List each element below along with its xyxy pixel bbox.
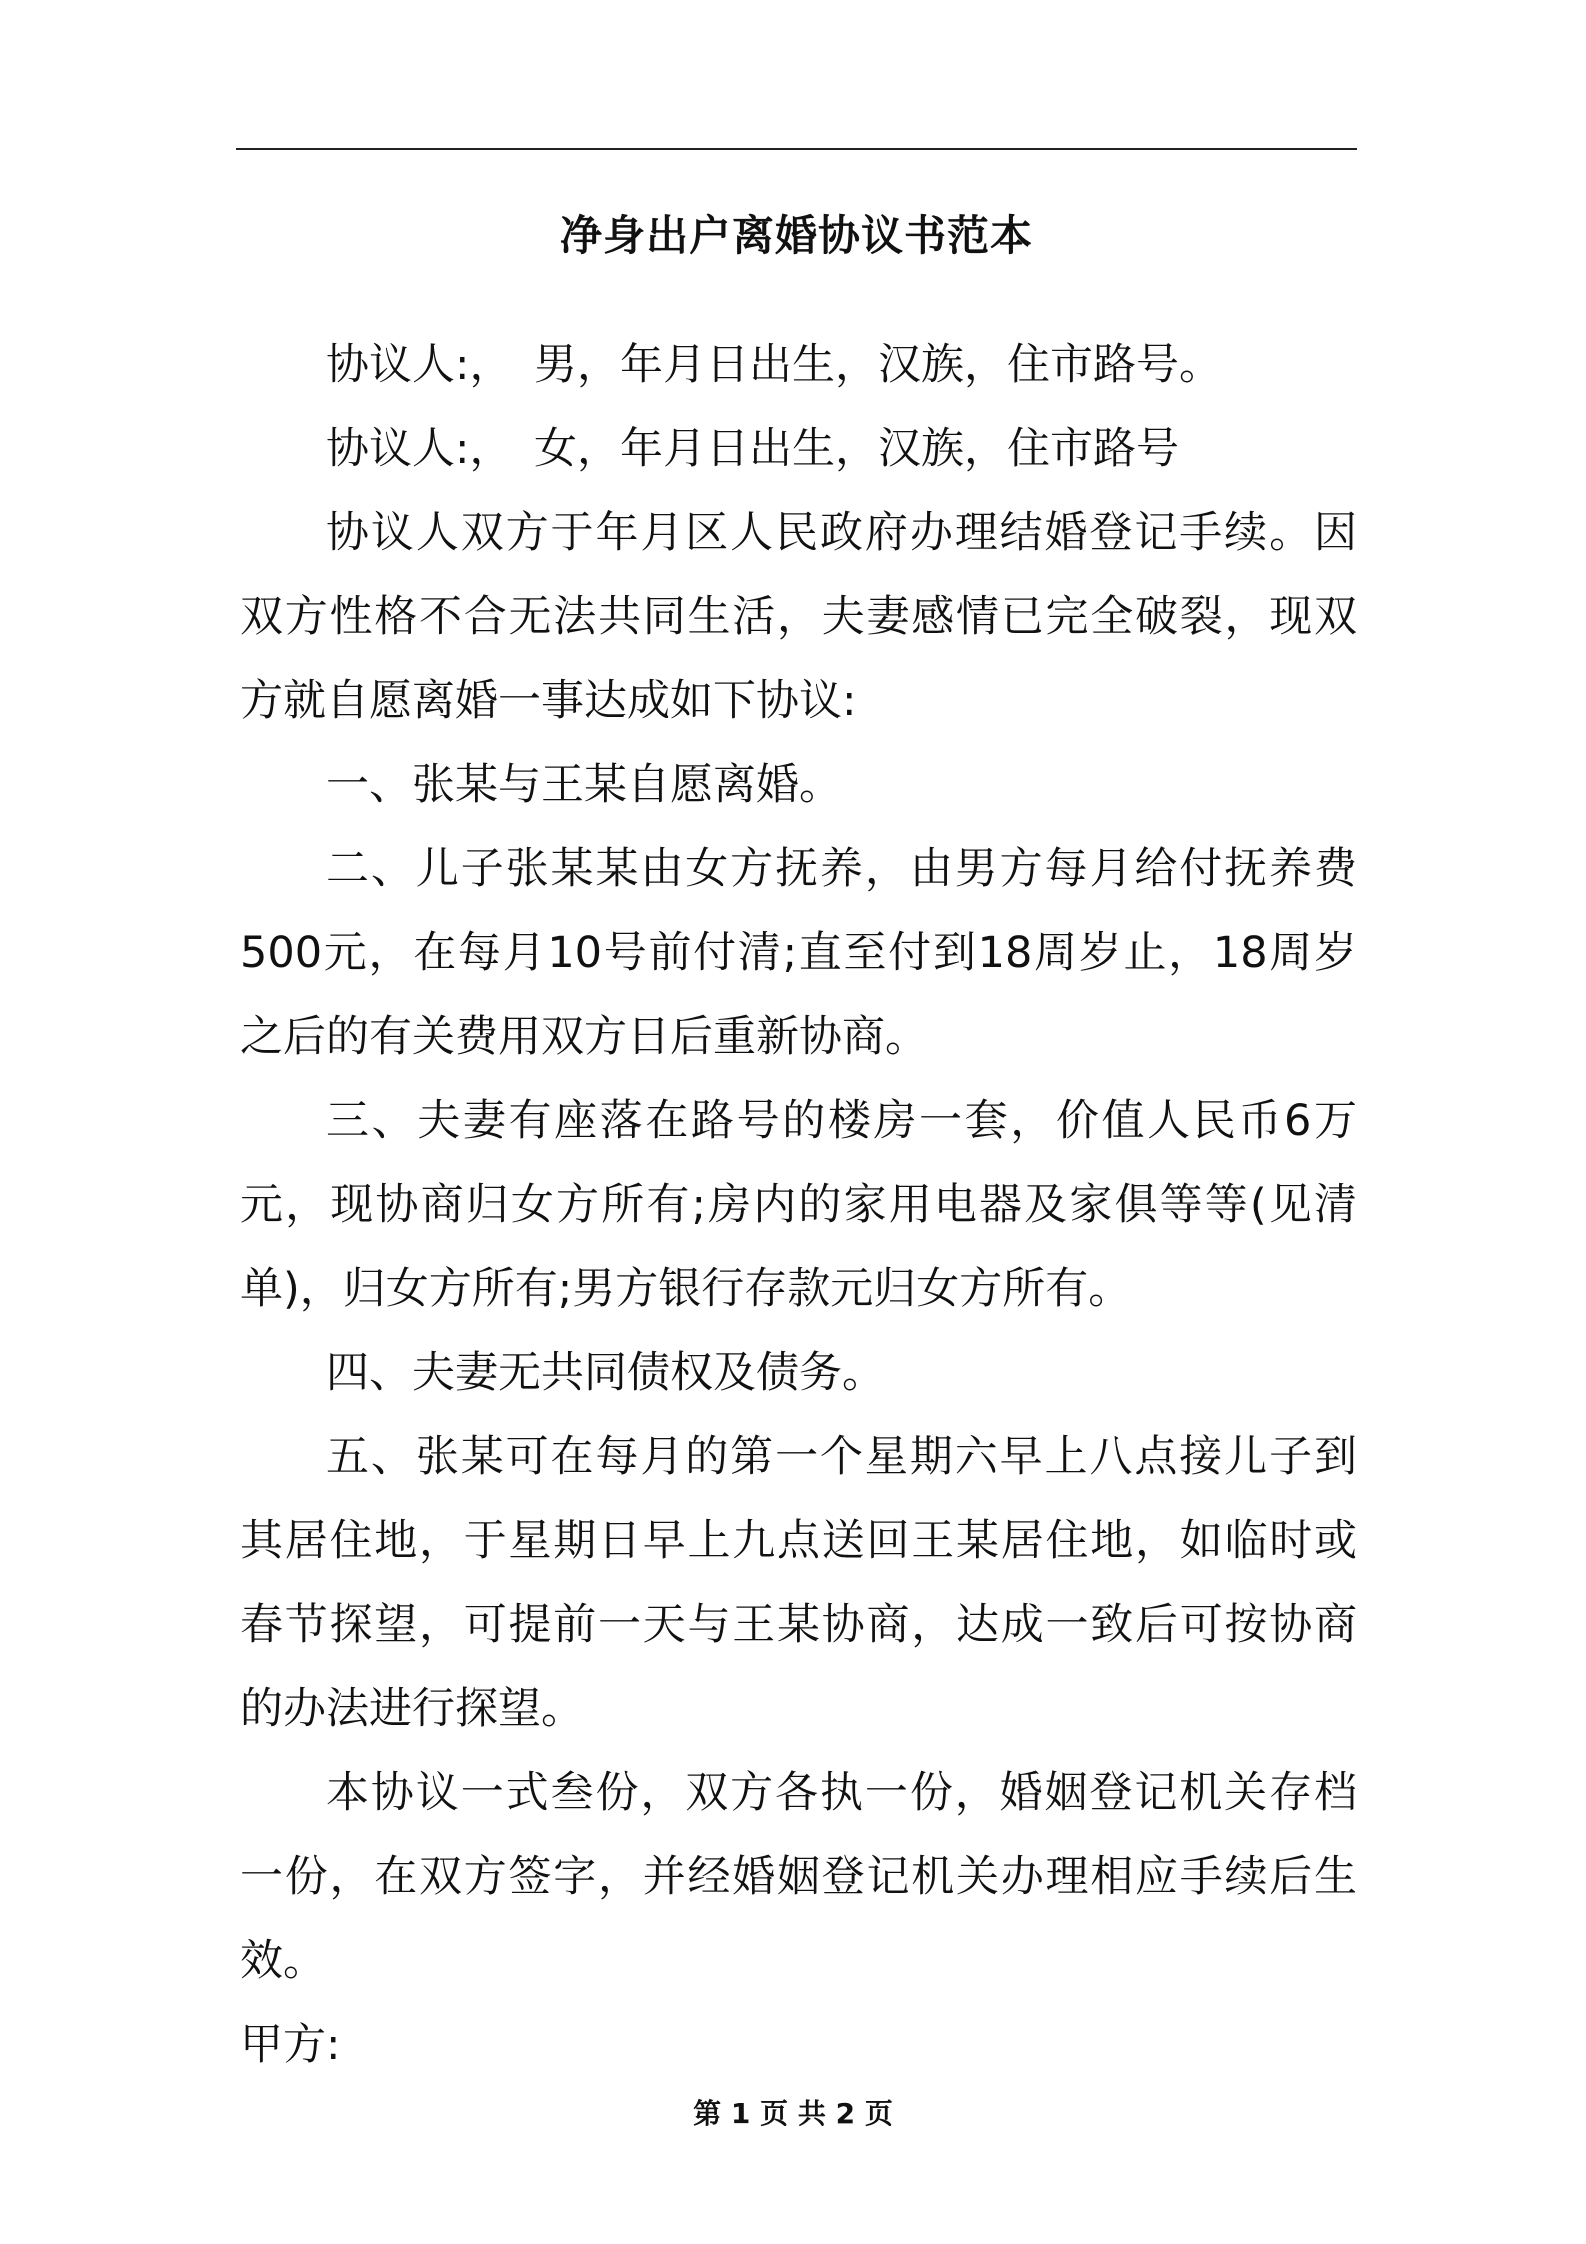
party-a-line: 协议人:， 男，年月日出生，汉族，住市路号。 bbox=[326, 340, 1222, 390]
closing-paragraph: 本协议一式叁份，双方各执一份，婚姻登记机关存档一份，在双方签字，并经婚姻登记机关办理相应手续后生效。 bbox=[240, 1768, 1357, 1986]
clause-2: 二、儿子张某某由女方抚养，由男方每月给付抚养费500元，在每月10号前付清;直至付到18周岁止，18周岁之后的有关费用双方日后重新协商。 bbox=[240, 844, 1357, 1062]
document-title: 净身出户离婚协议书范本 bbox=[559, 211, 1033, 260]
document-body bbox=[240, 323, 1357, 2087]
signature-label: 甲方: bbox=[240, 2020, 341, 2070]
header-rule bbox=[236, 148, 1357, 150]
preamble-paragraph: 协议人双方于年月区人民政府办理结婚登记手续。因双方性格不合无法共同生活，夫妻感情已完全破裂，现双方就自愿离婚一事达成如下协议: bbox=[240, 508, 1357, 726]
clause-1: 一、张某与王某自愿离婚。 bbox=[326, 760, 842, 810]
party-b-line: 协议人:， 女，年月日出生，汉族，住市路号 bbox=[326, 424, 1179, 474]
clause-4: 四、夫妻无共同债权及债务。 bbox=[326, 1348, 885, 1398]
clause-3: 三、夫妻有座落在路号的楼房一套，价值人民币6万元，现协商归女方所有;房内的家用电器及家俱等等(见清单)，归女方所有;男方银行存款元归女方所有。 bbox=[240, 1096, 1357, 1314]
clause-5: 五、张某可在每月的第一个星期六早上八点接儿子到其居住地，于星期日早上九点送回王某居住地，如临时或春节探望，可提前一天与王某协商，达成一致后可按协商的办法进行探望。 bbox=[240, 1432, 1357, 1734]
page-footer: 第 1 页 共 2 页 bbox=[693, 2097, 893, 2130]
